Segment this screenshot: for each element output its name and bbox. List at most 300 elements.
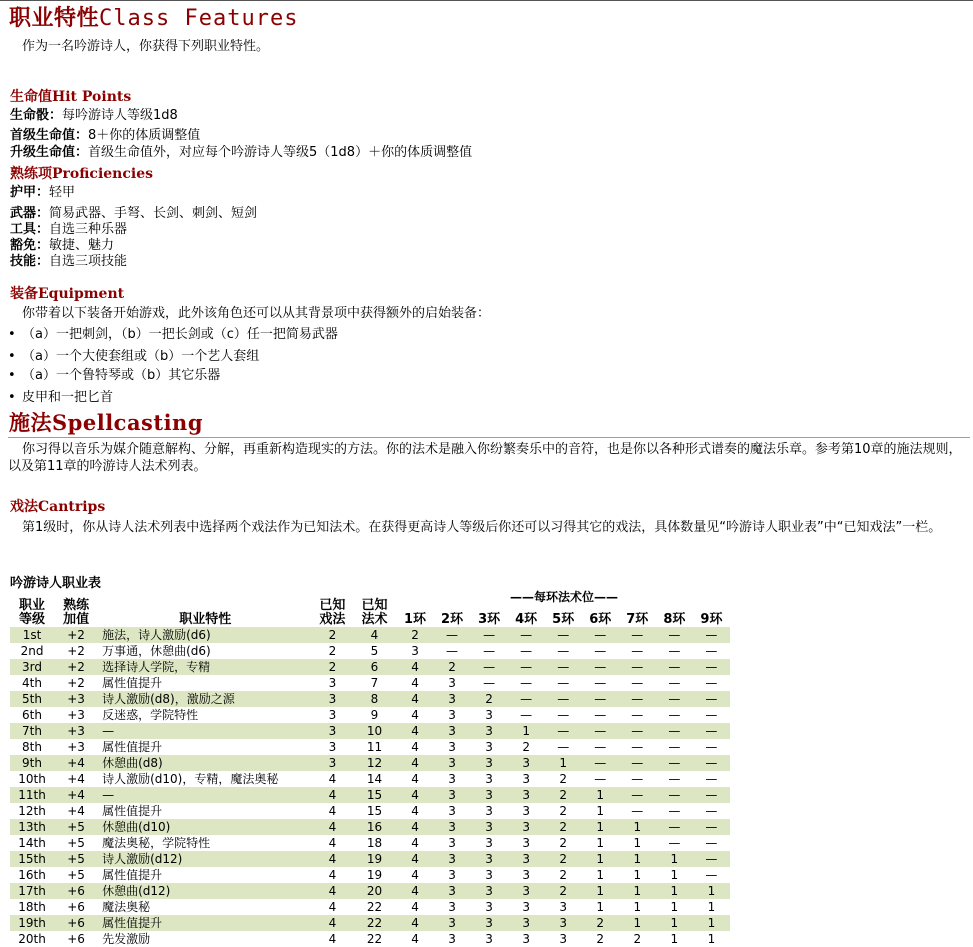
cell-slot: 3 xyxy=(471,787,508,803)
cell-level: 15th xyxy=(10,851,54,867)
cell-slot: 3 xyxy=(471,755,508,771)
cell-slot: 1 xyxy=(619,851,656,867)
cell-slot: — xyxy=(582,691,619,707)
cell-slot: — xyxy=(705,740,718,754)
page-title: 职业特性Class Features xyxy=(9,6,299,31)
cell-slot: 1 xyxy=(619,883,656,899)
cell-level: 8th xyxy=(22,740,42,754)
cell-features: 诗人激励(d12) xyxy=(98,851,312,867)
equipment-item: • 皮甲和一把匕首 xyxy=(8,390,113,406)
cell-slot: — xyxy=(668,676,681,690)
cell-slot: 3 xyxy=(448,804,456,818)
first-level-hp-line: 首级生命值：8＋你的体质调整值 xyxy=(10,128,201,143)
cell-slot: 1 xyxy=(633,836,642,850)
table-row xyxy=(10,883,730,899)
cell-level: 14th xyxy=(18,836,46,850)
cell-slot: — xyxy=(656,787,693,803)
cell-slot: 3 xyxy=(448,708,456,722)
cell-slot: — xyxy=(545,691,582,707)
cell-proficiency-bonus: +6 xyxy=(54,883,98,899)
cell-features: 反迷惑，学院特性 xyxy=(102,708,199,722)
cell-slot: 3 xyxy=(448,740,456,754)
cell-proficiency-bonus: +2 xyxy=(54,627,98,643)
table-row xyxy=(10,771,730,787)
cell-slot: 1 xyxy=(596,804,605,818)
header-slot-level: 1环 xyxy=(403,612,427,627)
intro-text: 作为一名吟游诗人，你获得下列职业特性。 xyxy=(22,39,270,54)
cell-slot: 2 xyxy=(559,836,568,850)
cell-level: 11th xyxy=(10,787,54,803)
cell-slot: 2 xyxy=(559,804,568,818)
cell-slot: 1 xyxy=(508,723,545,739)
cell-features: 属性值提升 xyxy=(102,676,163,690)
spell-slots-group-header: ——每环法术位—— xyxy=(509,590,618,604)
cell-spells-known: 14 xyxy=(366,772,383,786)
cell-slot: — xyxy=(557,708,570,722)
cell-slot: — xyxy=(693,755,730,771)
cell-slot: 3 xyxy=(434,755,471,771)
cantrips-text: 第1级时，你从诗人法术列表中选择两个戏法作为已知法术。在获得更高诗人等级后你还可以习得其它的戏法，具体数量见“吟游诗人职业表”中“已知戏法”一栏。 xyxy=(22,520,942,535)
cell-proficiency-bonus: +4 xyxy=(67,772,85,786)
table-row xyxy=(10,723,730,739)
cell-proficiency-bonus: +6 xyxy=(67,932,85,946)
cell-slot: 2 xyxy=(545,883,582,899)
cell-slot: 3 xyxy=(522,772,530,786)
cell-slot: 3 xyxy=(448,836,456,850)
cell-proficiency-bonus: +2 xyxy=(67,676,85,690)
cell-slot: — xyxy=(705,644,718,658)
cell-slot: 3 xyxy=(508,851,545,867)
cell-slot: — xyxy=(705,708,718,722)
header-slot-level: 5环 xyxy=(552,612,575,627)
cell-slot: — xyxy=(705,676,718,690)
cell-spells-known: 11 xyxy=(366,740,383,754)
cell-proficiency-bonus: +5 xyxy=(67,868,85,882)
cell-proficiency-bonus: +3 xyxy=(67,708,85,722)
cell-cantrips-known: 4 xyxy=(312,883,352,899)
cell-spells-known: 19 xyxy=(366,868,383,882)
cell-slot: — xyxy=(471,659,508,675)
cantrips-heading: 戏法Cantrips xyxy=(10,499,106,515)
cell-slot: 3 xyxy=(485,708,493,722)
cell-slot: 2 xyxy=(633,932,642,946)
cell-slot: 3 xyxy=(434,883,471,899)
table-row xyxy=(10,851,730,867)
cell-proficiency-bonus: +5 xyxy=(54,819,98,835)
cell-slot: 3 xyxy=(508,787,545,803)
cell-proficiency-bonus: +3 xyxy=(67,740,85,754)
cell-spells-known: 22 xyxy=(352,915,396,931)
cell-slot: — xyxy=(619,659,656,675)
cell-slot: — xyxy=(483,676,496,690)
cell-slot: — xyxy=(631,708,644,722)
cell-cantrips-known: 4 xyxy=(312,851,352,867)
cell-spells-known: 19 xyxy=(352,851,396,867)
cell-slot: 3 xyxy=(485,740,493,754)
table-row xyxy=(10,819,730,835)
cell-proficiency-bonus: +4 xyxy=(54,787,98,803)
cell-slot: — xyxy=(545,723,582,739)
cell-slot: 2 xyxy=(545,819,582,835)
cell-slot: — xyxy=(631,804,644,818)
cell-slot: 3 xyxy=(434,851,471,867)
table-row xyxy=(10,659,730,675)
cell-slot: — xyxy=(471,627,508,643)
cell-slot: 1 xyxy=(693,883,730,899)
cell-slot: 3 xyxy=(434,819,471,835)
cell-slot: — xyxy=(668,836,681,850)
cell-slot: — xyxy=(508,659,545,675)
cell-proficiency-bonus: +2 xyxy=(67,644,85,658)
equipment-item: • （a）一个大使套组或（b）一个艺人套组 xyxy=(8,349,259,365)
cell-slot: 1 xyxy=(633,868,642,882)
cell-slot: 1 xyxy=(545,755,582,771)
cell-slot: 4 xyxy=(411,836,419,850)
cell-slot: 1 xyxy=(656,851,693,867)
cell-spells-known: 10 xyxy=(352,723,396,739)
cell-slot: 1 xyxy=(707,900,716,914)
cell-level: 18th xyxy=(18,900,46,914)
cell-slot: — xyxy=(693,691,730,707)
cell-slot: — xyxy=(693,659,730,675)
cell-level: 19th xyxy=(10,915,54,931)
cell-slot: 1 xyxy=(619,915,656,931)
cell-spells-known: 8 xyxy=(352,691,396,707)
cell-slot: 3 xyxy=(448,772,456,786)
cell-slot: — xyxy=(619,691,656,707)
cell-slot: 3 xyxy=(448,932,456,946)
cell-proficiency-bonus: +2 xyxy=(54,659,98,675)
cell-features: 休憩曲(d8) xyxy=(98,755,312,771)
cell-slot: — xyxy=(434,627,471,643)
cell-slot: — xyxy=(594,708,607,722)
cell-slot: — xyxy=(582,755,619,771)
cell-slot: 2 xyxy=(396,627,433,643)
cell-cantrips-known: 4 xyxy=(328,868,337,882)
cell-proficiency-bonus: +6 xyxy=(67,900,85,914)
cell-slot: 3 xyxy=(508,883,545,899)
cell-slot: — xyxy=(619,627,656,643)
cell-features: 先发激励 xyxy=(102,932,151,946)
cell-slot: 1 xyxy=(693,915,730,931)
cell-slot: — xyxy=(693,627,730,643)
table-row xyxy=(10,787,730,803)
cell-slot: 3 xyxy=(471,915,508,931)
cell-level: 3rd xyxy=(10,659,54,675)
cell-level: 20th xyxy=(18,932,46,946)
cell-spells-known: 15 xyxy=(352,787,396,803)
header-slot-level: 3环 xyxy=(478,612,501,627)
spellcasting-text: 你习得以音乐为媒介随意解构、分解，再重新构造现实的方法。你的法术是融入你纷繁奏乐中的音符，也是你以各种形式谱奏的魔法乐章。参考第10章的施法规则，以及第11章的吟游诗人法术列表。 xyxy=(8,442,962,474)
equipment-item: • （a）一个鲁特琴或（b）其它乐器 xyxy=(8,368,220,384)
hit-dice-line: 生命骰：每吟游诗人等级1d8 xyxy=(10,108,178,123)
cell-cantrips-known: 4 xyxy=(312,787,352,803)
cell-level: 5th xyxy=(10,691,54,707)
cell-level: 1st xyxy=(10,627,54,643)
cell-features: — xyxy=(98,723,312,739)
cell-features: 休憩曲(d10) xyxy=(98,819,312,835)
cell-slot: 3 xyxy=(434,723,471,739)
bard-class-table xyxy=(10,597,730,947)
cell-slot: — xyxy=(705,804,718,818)
cell-slot: 2 xyxy=(596,932,605,946)
saves-line: 豁免：敏捷、魅力 xyxy=(10,238,115,253)
cell-slot: 4 xyxy=(396,883,433,899)
proficiencies-heading: 熟练项Proficiencies xyxy=(10,166,153,182)
cell-slot: 3 xyxy=(471,883,508,899)
higher-level-hp-line: 升级生命值：首级生命值外，对应每个吟游诗人等级5（1d8）＋你的体质调整值 xyxy=(10,145,473,160)
cell-slot: — xyxy=(631,644,644,658)
header-slot-level: 9环 xyxy=(700,612,723,627)
cell-features: 诗人激励(d10)，专精，魔法奥秘 xyxy=(102,772,279,786)
cell-slot: — xyxy=(508,691,545,707)
cell-slot: 3 xyxy=(448,900,456,914)
cell-slot: 1 xyxy=(596,868,605,882)
cell-slot: 3 xyxy=(448,676,456,690)
cell-proficiency-bonus: +5 xyxy=(67,836,85,850)
cell-level: 16th xyxy=(18,868,46,882)
cell-slot: — xyxy=(508,627,545,643)
table-row xyxy=(10,915,730,931)
cell-slot: 3 xyxy=(471,819,508,835)
cell-slot: — xyxy=(668,804,681,818)
cell-slot: 4 xyxy=(411,772,419,786)
header-proficiency-bonus: 熟练 加值 xyxy=(63,598,90,627)
cell-slot: — xyxy=(446,644,459,658)
cell-slot: — xyxy=(582,723,619,739)
cell-slot: — xyxy=(594,676,607,690)
cell-slot: 3 xyxy=(522,868,530,882)
cell-slot: — xyxy=(557,740,570,754)
cell-level: 6th xyxy=(22,708,42,722)
cell-spells-known: 20 xyxy=(352,883,396,899)
cell-features: 属性值提升 xyxy=(102,868,163,882)
table-row xyxy=(10,707,730,723)
cell-slot: — xyxy=(656,723,693,739)
table-row xyxy=(10,739,730,755)
table-row xyxy=(10,643,730,659)
cell-slot: 3 xyxy=(485,804,493,818)
cell-slot: — xyxy=(520,644,533,658)
cell-features: 诗人激励(d8)，激励之源 xyxy=(98,691,312,707)
cell-slot: — xyxy=(705,868,718,882)
header-features: 职业特性 xyxy=(179,612,232,627)
cell-cantrips-known: 4 xyxy=(328,804,337,818)
cell-slot: 3 xyxy=(411,644,419,658)
header-cantrips-known: 已知 戏法 xyxy=(319,598,346,627)
table-row xyxy=(10,835,730,851)
cell-slot: — xyxy=(631,676,644,690)
cell-slot: 1 xyxy=(582,819,619,835)
cell-slot: 3 xyxy=(471,723,508,739)
cell-slot: — xyxy=(594,644,607,658)
cell-slot: 1 xyxy=(596,900,605,914)
cell-slot: 1 xyxy=(656,883,693,899)
cell-features: 魔法奥秘 xyxy=(102,900,151,914)
cell-slot: — xyxy=(668,772,681,786)
tools-line: 工具：自选三种乐器 xyxy=(10,222,128,237)
cell-slot: — xyxy=(520,676,533,690)
cell-slot: 3 xyxy=(485,868,493,882)
cell-slot: 1 xyxy=(670,932,679,946)
cell-cantrips-known: 4 xyxy=(328,836,337,850)
cell-slot: 4 xyxy=(396,659,433,675)
cell-features: 属性值提升 xyxy=(98,915,312,931)
cell-slot: — xyxy=(619,755,656,771)
cell-spells-known: 9 xyxy=(370,708,379,722)
cell-level: 2nd xyxy=(20,644,44,658)
cell-slot: 3 xyxy=(471,851,508,867)
cell-level: 12th xyxy=(18,804,46,818)
header-level: 职业 等级 xyxy=(19,598,46,627)
cell-features: — xyxy=(98,787,312,803)
cell-slot: 3 xyxy=(522,932,530,946)
cell-cantrips-known: 4 xyxy=(328,900,337,914)
cell-slot: 3 xyxy=(508,915,545,931)
cell-features: 魔法奥秘，学院特性 xyxy=(102,836,211,850)
cell-spells-known: 12 xyxy=(352,755,396,771)
table-row xyxy=(10,675,730,691)
cell-slot: 3 xyxy=(545,915,582,931)
cell-cantrips-known: 2 xyxy=(312,659,352,675)
cell-slot: 4 xyxy=(396,915,433,931)
cell-slot: — xyxy=(668,740,681,754)
table-row xyxy=(10,803,730,819)
cell-proficiency-bonus: +4 xyxy=(67,804,85,818)
cell-slot: 4 xyxy=(411,676,419,690)
table-row xyxy=(10,627,730,643)
cell-slot: 1 xyxy=(707,932,716,946)
cell-slot: 2 xyxy=(545,787,582,803)
spellcasting-heading: 施法Spellcasting xyxy=(9,410,204,435)
cell-slot: 4 xyxy=(396,851,433,867)
cell-slot: 4 xyxy=(411,708,419,722)
cell-slot: 4 xyxy=(411,868,419,882)
cell-slot: — xyxy=(693,787,730,803)
cell-cantrips-known: 2 xyxy=(312,627,352,643)
cell-slot: 2 xyxy=(545,851,582,867)
cell-slot: — xyxy=(619,787,656,803)
cell-spells-known: 15 xyxy=(366,804,383,818)
cell-level: 13th xyxy=(10,819,54,835)
cell-slot: 2 xyxy=(522,740,530,754)
cell-features: 选择诗人学院，专精 xyxy=(98,659,312,675)
header-slot-level: 4环 xyxy=(515,612,538,627)
skills-line: 技能：自选三项技能 xyxy=(10,254,128,269)
equipment-heading: 装备Equipment xyxy=(10,286,125,302)
cell-slot: — xyxy=(557,676,570,690)
cell-slot: 4 xyxy=(411,932,419,946)
cell-slot: — xyxy=(656,819,693,835)
cell-slot: 4 xyxy=(396,819,433,835)
cell-spells-known: 4 xyxy=(352,627,396,643)
cell-slot: — xyxy=(545,627,582,643)
cell-proficiency-bonus: +3 xyxy=(54,723,98,739)
cell-proficiency-bonus: +3 xyxy=(54,691,98,707)
cell-spells-known: 7 xyxy=(370,676,379,690)
cell-slot: 1 xyxy=(670,900,679,914)
cell-level: 7th xyxy=(10,723,54,739)
cell-slot: 2 xyxy=(559,868,568,882)
cell-slot: — xyxy=(656,659,693,675)
cell-slot: 3 xyxy=(522,900,530,914)
cell-slot: 3 xyxy=(522,836,530,850)
cell-level: 17th xyxy=(10,883,54,899)
cell-slot: — xyxy=(594,740,607,754)
cell-features: 施法，诗人激励(d6) xyxy=(98,627,312,643)
cell-slot: 3 xyxy=(522,804,530,818)
cell-cantrips-known: 3 xyxy=(328,740,337,754)
cell-slot: 1 xyxy=(656,915,693,931)
cell-slot: 3 xyxy=(434,787,471,803)
cell-cantrips-known: 3 xyxy=(312,723,352,739)
cell-features: 属性值提升 xyxy=(102,740,163,754)
cell-spells-known: 22 xyxy=(366,932,383,946)
cell-spells-known: 16 xyxy=(352,819,396,835)
cell-cantrips-known: 4 xyxy=(328,772,337,786)
cell-slot: 4 xyxy=(411,804,419,818)
cell-slot: — xyxy=(668,708,681,722)
cell-slot: 3 xyxy=(448,868,456,882)
cell-slot: — xyxy=(582,659,619,675)
cell-cantrips-known: 4 xyxy=(312,819,352,835)
cell-slot: 4 xyxy=(411,900,419,914)
cell-slot: 2 xyxy=(582,915,619,931)
cell-slot: 3 xyxy=(508,755,545,771)
cell-proficiency-bonus: +4 xyxy=(54,755,98,771)
cell-slot: 3 xyxy=(485,772,493,786)
cell-slot: 1 xyxy=(670,868,679,882)
cell-slot: 1 xyxy=(633,900,642,914)
cell-cantrips-known: 4 xyxy=(328,932,337,946)
cell-slot: — xyxy=(693,723,730,739)
cell-spells-known: 6 xyxy=(352,659,396,675)
hit-points-heading: 生命值Hit Points xyxy=(10,89,132,105)
cell-slot: 3 xyxy=(434,915,471,931)
cell-slot: — xyxy=(705,836,718,850)
cell-slot: 4 xyxy=(396,723,433,739)
cell-slot: — xyxy=(705,772,718,786)
cell-cantrips-known: 3 xyxy=(312,755,352,771)
cell-slot: 4 xyxy=(396,787,433,803)
header-slot-level: 6环 xyxy=(589,612,612,627)
table-row xyxy=(10,691,730,707)
cell-slot: — xyxy=(619,723,656,739)
cell-slot: 1 xyxy=(582,851,619,867)
cell-slot: — xyxy=(594,772,607,786)
cell-slot: 4 xyxy=(396,755,433,771)
header-spells-known: 已知 法术 xyxy=(361,598,388,627)
section-divider xyxy=(8,437,970,438)
cell-slot: 2 xyxy=(559,772,568,786)
table-row xyxy=(10,899,730,915)
cell-slot: — xyxy=(656,755,693,771)
cell-slot: — xyxy=(582,627,619,643)
armor-line: 护甲：轻甲 xyxy=(10,185,76,200)
equipment-item: • （a）一把刺剑，（b）一把长剑或（c）任一把简易武器 xyxy=(8,327,338,343)
cell-level: 9th xyxy=(10,755,54,771)
cell-slot: 3 xyxy=(508,819,545,835)
cell-slot: 3 xyxy=(485,932,493,946)
cell-slot: 1 xyxy=(582,787,619,803)
cell-slot: 3 xyxy=(485,900,493,914)
cell-features: 属性值提升 xyxy=(102,804,163,818)
cell-cantrips-known: 3 xyxy=(328,708,337,722)
cell-features: 休憩曲(d12) xyxy=(98,883,312,899)
cell-cantrips-known: 3 xyxy=(312,691,352,707)
cell-slot: — xyxy=(693,819,730,835)
cell-slot: — xyxy=(656,627,693,643)
